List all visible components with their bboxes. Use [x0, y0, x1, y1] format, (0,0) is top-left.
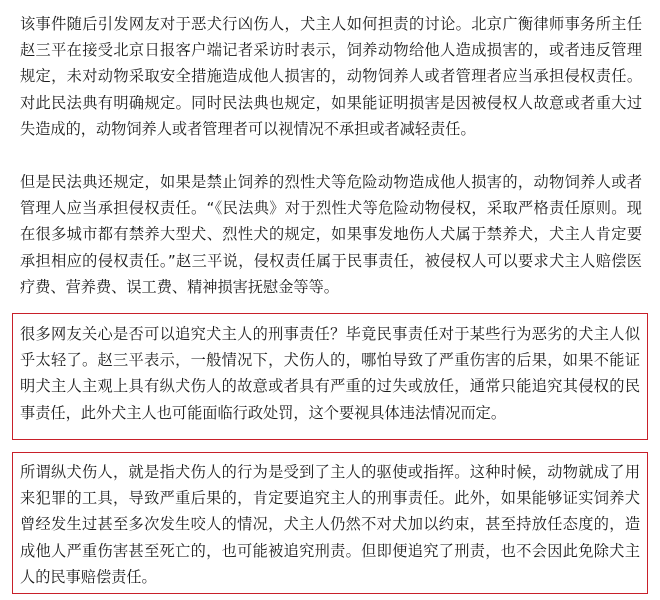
paragraph-dog-owner-liability: 该事件随后引发网友对于恶犬行凶伤人，犬主人如何担责的讨论。北京广衡律师事务所主任赵三平在接受北京日报客户端记者采访时表示，饲养动物给他人造成损害的，或者违反管理规定，未对动物采取安全措施造成他人损害的，动物饲养人或者管理者应当承担侵权责任。对此民法典有明确规定。同时民法典也规定，如果能证明损害是因被侵权人故意或者重大过失造成的，动物饲养人或者管理者可以视情况不承担或者减轻责任。 [20, 15, 642, 138]
highlight-box-incited-dog-attack [12, 452, 648, 594]
paragraph-criminal-liability-question: 很多网友关心是否可以追究犬主人的刑事责任？毕竟民事责任对于某些行为恶劣的犬主人似乎太轻了。赵三平表示，一般情况下，犬伤人的，哪怕导致了严重伤害的后果，如果不能证明犬主人主观上具有纵犬伤人的故意或者具有严重的过失或放任，通常只能追究其侵权的民事责任，此外犬主人也可能面临行政处罚，这个要视具体违法情况而定。 [20, 325, 640, 422]
highlight-box-criminal-liability [12, 313, 648, 440]
paragraph-civil-code-strict-liability: 但是民法典还规定，如果是禁止饲养的烈性犬等危险动物造成他人损害的，动物饲养人或者管理人应当承担侵权责任。“《民法典》对于烈性犬等危险动物侵权，采取严格责任原则。现在很多城市都有禁养大型犬、烈性犬的规定，如果事发地伤人犬属于禁养犬，犬主人肯定要承担相应的侵权责任。”赵三平说，侵权责任属于民事责任，被侵权人可以要求犬主人赔偿医疗费、营养费、误工费、精神损害抚慰金等等。 [20, 173, 642, 296]
paragraph-incited-dog-attack: 所谓纵犬伤人，就是指犬伤人的行为是受到了主人的驱使或指挥。这种时候，动物就成了用来犯罪的工具，导致严重后果的，肯定要追究主人的刑事责任。此外，如果能够证实饲养犬曾经发生过甚至多次发生咬人的情况，犬主人仍然不对犬加以约束，甚至持放任态度的，造成他人严重伤害甚至死亡的，也可能被追究刑责。但即便追究了刑责，也不会因此免除犬主人的民事赔偿责任。 [20, 463, 640, 586]
